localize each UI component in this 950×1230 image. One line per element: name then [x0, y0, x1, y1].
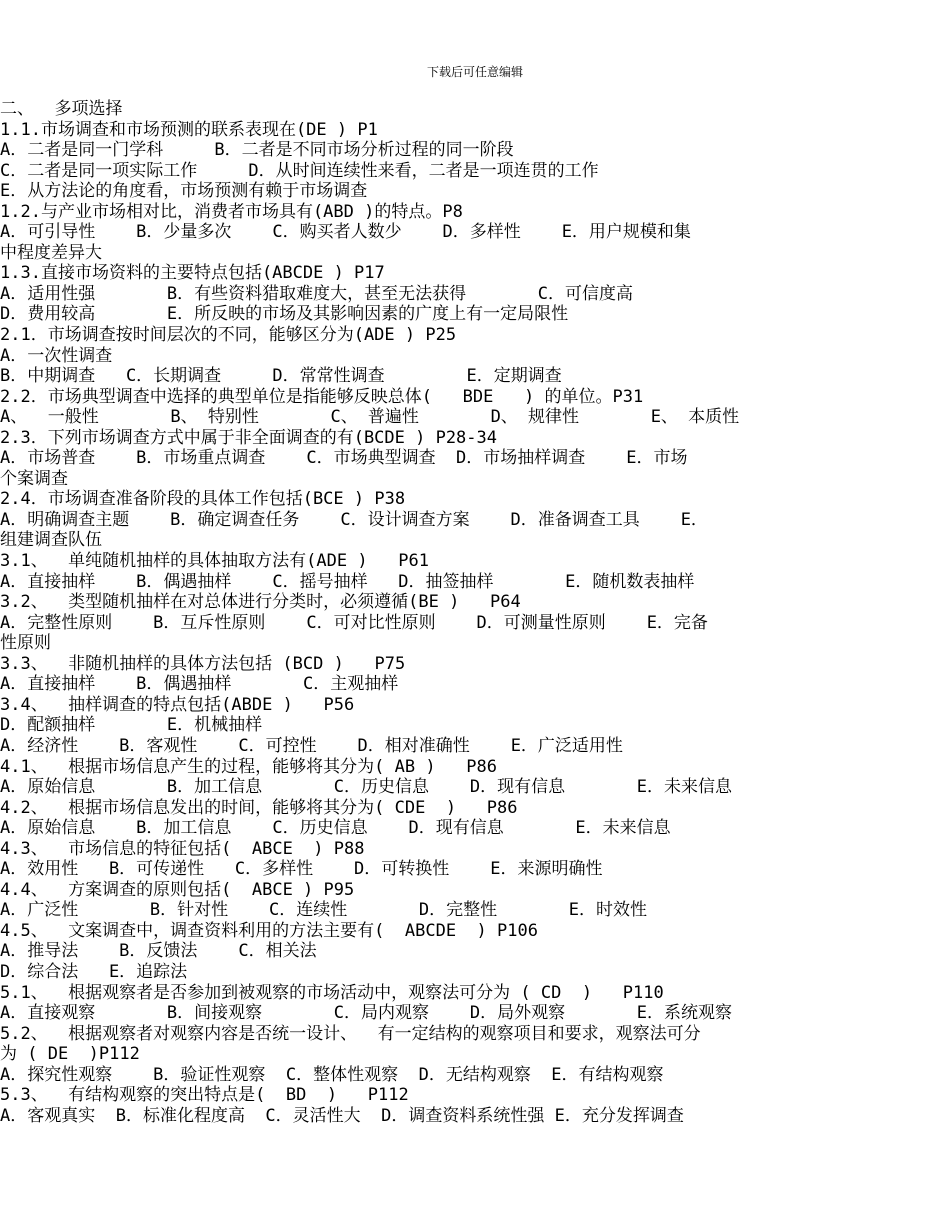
option-line: 个案调查: [0, 468, 68, 489]
option-line: A．直接观察 B．间接观察 C．局内观察 D．局外观察 E．系统观察: [0, 1003, 733, 1024]
option-line: A．原始信息 B．加工信息 C．历史信息 D．现有信息 E．未来信息: [0, 777, 733, 798]
question-line: 1.1.市场调查和市场预测的联系表现在(DE ) P1: [0, 119, 378, 140]
question-line: 5.1、 根据观察者是否参加到被观察的市场活动中，观察法可分为 ( CD ) P110: [0, 982, 664, 1003]
option-line: A．市场普查 B．市场重点调查 C．市场典型调查 D．市场抽样调查 E．市场: [0, 448, 688, 469]
option-line: A．直接抽样 B．偶遇抽样 C．摇号抽样 D．抽签抽样 E．随机数表抽样: [0, 571, 695, 592]
option-line: A．经济性 B．客观性 C．可控性 D．相对准确性 E．广泛适用性: [0, 735, 623, 756]
option-line: 中程度差异大: [0, 242, 102, 263]
option-line: A．探究性观察 B．验证性观察 C．整体性观察 D．无结构观察 E．有结构观察: [0, 1064, 664, 1085]
option-line: A．可引导性 B．少量多次 C．购买者人数少 D．多样性 E．用户规模和集: [0, 222, 691, 243]
option-line: A．效用性 B．可传递性 C．多样性 D．可转换性 E．来源明确性: [0, 859, 603, 880]
option-line: C．二者是同一项实际工作 D．从时间连续性来看，二者是一项连贯的工作: [0, 160, 599, 181]
question-line: 4.1、 根据市场信息产生的过程，能够将其分为( AB ) P86: [0, 756, 497, 777]
question-line: 2.2．市场典型调查中选择的典型单位是指能够反映总体( BDE ) 的单位。P31: [0, 386, 644, 407]
question-line: 2.3．下列市场调查方式中属于非全面调查的有(BCDE ) P28-34: [0, 427, 497, 448]
question-line: 2.4．市场调查准备阶段的具体工作包括(BCE ) P38: [0, 489, 406, 510]
option-line: A．适用性强 B．有些资料猎取难度大，甚至无法获得 C．可信度高: [0, 283, 633, 304]
question-line: 4.3、 市场信息的特征包括( ABCE ) P88: [0, 838, 365, 859]
option-line: 组建调查队伍: [0, 530, 102, 551]
question-line: 3.2、 类型随机抽样在对总体进行分类时，必须遵循(BE ) P64: [0, 592, 521, 613]
document-body: [0, 99, 940, 1126]
option-line: A．一次性调查: [0, 345, 113, 366]
question-line: 1.3.直接市场资料的主要特点包括(ABCDE ) P17: [0, 263, 385, 284]
question-line: 5.2、 根据观察者对观察内容是否统一设计、 有一定结构的观察项目和要求，观察法可分: [0, 1023, 701, 1044]
option-line: A．客观真实 B．标准化程度高 C．灵活性大 D．调查资料系统性强 E．充分发挥调查: [0, 1105, 684, 1126]
option-line: A．完整性原则 B．互斥性原则 C．可对比性原则 D．可测量性原则 E．完备: [0, 612, 708, 633]
option-line: A、 一般性 B、 特别性 C、 普遍性 D、 规律性 E、 本质性: [0, 407, 740, 428]
option-line: D．费用较高 E．所反映的市场及其影响因素的广度上有一定局限性: [0, 304, 569, 325]
option-line: A．直接抽样 B．偶遇抽样 C．主观抽样: [0, 674, 399, 695]
option-line: A．二者是同一门学科 B．二者是不同市场分析过程的同一阶段: [0, 140, 514, 161]
option-line: E．从方法论的角度看，市场预测有赖于市场调查: [0, 181, 368, 202]
question-line: 1.2.与产业市场相对比，消费者市场具有(ABD )的特点。P8: [0, 201, 463, 222]
question-line: 4.2、 根据市场信息发出的时间，能够将其分为( CDE ) P86: [0, 797, 518, 818]
option-line: A．推导法 B．反馈法 C．相关法: [0, 941, 317, 962]
question-line: 3.3、 非随机抽样的具体方法包括 (BCD ) P75: [0, 653, 406, 674]
option-line: 性原则: [0, 633, 51, 654]
question-line: 4.5、 文案调查中，调查资料利用的方法主要有( ABCDE ) P106: [0, 920, 538, 941]
option-line: A．明确调查主题 B．确定调查任务 C．设计调查方案 D．准备调查工具 E．: [0, 509, 708, 530]
question-line: 5.3、 有结构观察的突出特点是( BD ) P112: [0, 1085, 409, 1106]
option-line: D．配额抽样 E．机械抽样: [0, 715, 263, 736]
page-header-note: 下载后可任意编辑: [426, 65, 523, 79]
question-line: 3.4、 抽样调查的特点包括(ABDE ) P56: [0, 694, 355, 715]
option-line: D．综合法 E．追踪法: [0, 961, 188, 982]
option-line: B．中期调查 C．长期调查 D．常常性调查 E．定期调查: [0, 366, 562, 387]
section-heading: 二、 多项选择: [0, 99, 123, 119]
question-line: 2.1．市场调查按时间层次的不同，能够区分为(ADE ) P25: [0, 325, 457, 346]
question-line: 3.1、 单纯随机抽样的具体抽取方法有(ADE ) P61: [0, 551, 429, 572]
option-line: A．原始信息 B．加工信息 C．历史信息 D．现有信息 E．未来信息: [0, 818, 671, 839]
question-line: 4.4、 方案调查的原则包括( ABCE ) P95: [0, 879, 355, 900]
question-line: 为 ( DE )P112: [0, 1044, 140, 1065]
option-line: A．广泛性 B．针对性 C．连续性 D．完整性 E．时效性: [0, 900, 648, 921]
